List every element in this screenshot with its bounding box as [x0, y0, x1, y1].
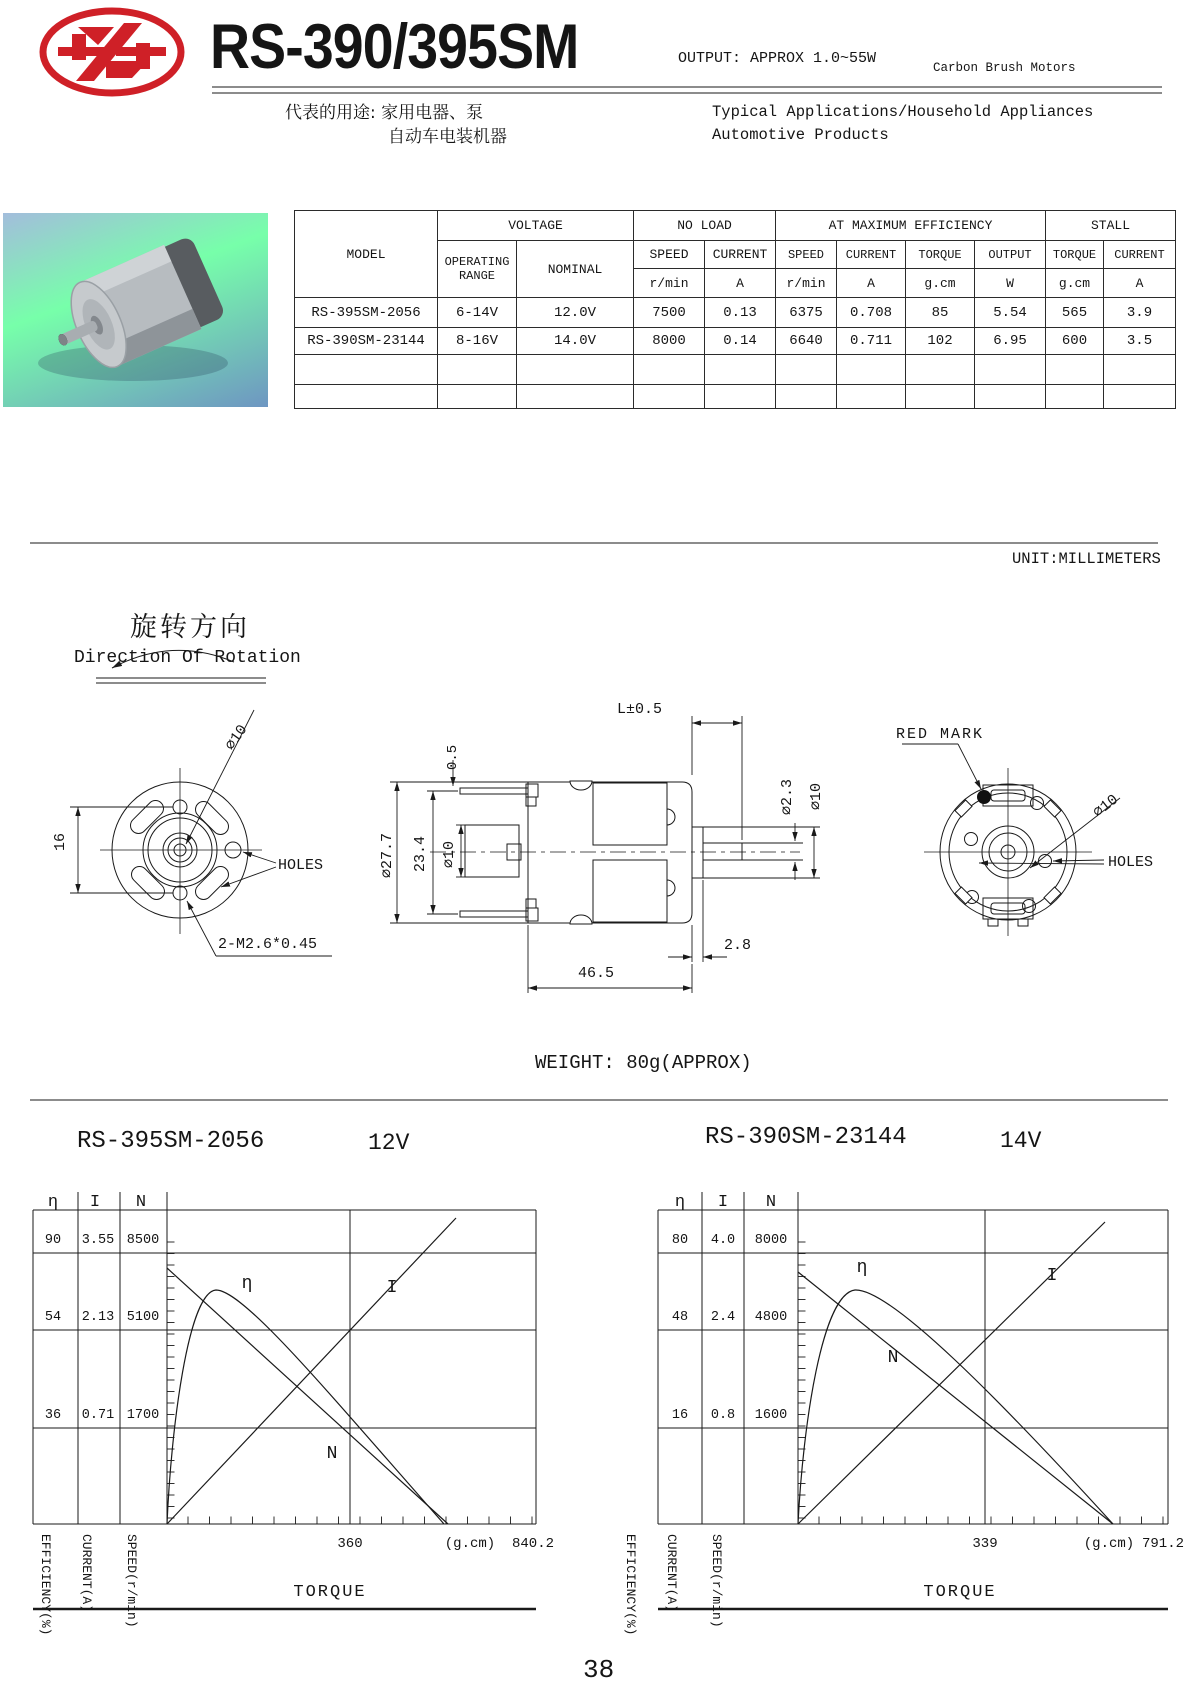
cell-st-torque: 565 [1046, 298, 1104, 328]
cell-nl-current: 0.14 [705, 328, 776, 355]
dim-cap-boss-dia-label: ⌀10 [441, 840, 458, 868]
x-mid-label: 360 [337, 1536, 363, 1552]
scale-value: 5100 [126, 1310, 160, 1325]
scale-value: 3.55 [81, 1233, 115, 1248]
rotation-title-en: Direction Of Rotation [74, 648, 301, 668]
x-axis-title: TORQUE [923, 1583, 997, 1602]
header-rule [212, 87, 1162, 93]
cell-model: RS-390SM-23144 [295, 328, 438, 355]
x-mid-label: 339 [972, 1536, 998, 1552]
x-max-label: 840.2 [511, 1536, 555, 1552]
red-mark-dot [977, 790, 991, 804]
scale-value: 8500 [126, 1233, 160, 1248]
col-speed: SPEED [634, 241, 705, 269]
dim-body-len-label: 46.5 [578, 965, 615, 982]
side-view-drawing [390, 716, 820, 993]
chart2-col-header: N [765, 1193, 777, 1212]
scale-value: 0.71 [81, 1408, 115, 1423]
unit-current: A [837, 269, 906, 298]
chart1-model-title: RS-395SM-2056 [77, 1128, 265, 1155]
unit-current: A [705, 269, 776, 298]
front-view-drawing [70, 710, 332, 956]
unit-speed: r/min [776, 269, 837, 298]
dim-shaft-dia-label: ⌀2.3 [779, 778, 796, 815]
scale-value: 1600 [754, 1408, 788, 1423]
chart2-model-title: RS-390SM-23144 [705, 1124, 907, 1151]
scale-value: 2.4 [710, 1310, 736, 1325]
front-screw-thread-label: 2-M2.6*0.45 [218, 936, 318, 953]
applications-cn-line1: 代表的用途: 家用电器、泵 [285, 103, 484, 123]
scale-value: 80 [671, 1233, 689, 1248]
front-holes-label: HOLES [278, 857, 324, 874]
curve-label-current: I [1046, 1266, 1058, 1286]
cell-operating-range: 8-16V [438, 328, 517, 355]
unit-current: A [1104, 269, 1176, 298]
chart2-col-header: η [674, 1193, 686, 1212]
cell-st-torque: 600 [1046, 328, 1104, 355]
rear-holes-label: HOLES [1108, 854, 1154, 871]
scale-value: 48 [671, 1310, 689, 1325]
rotation-title-cn: 旋转方向 [130, 612, 250, 643]
weight-note: WEIGHT: 80g(APPROX) [535, 1052, 752, 1074]
chart1-col-header: I [89, 1193, 101, 1212]
cell-me-speed: 6375 [776, 298, 837, 328]
cell-nominal: 14.0V [517, 328, 634, 355]
x-unit-label: (g.cm) [444, 1536, 496, 1552]
cell-me-torque: 85 [906, 298, 975, 328]
chart1-col-header: η [47, 1193, 59, 1212]
col-current: CURRENT [1104, 241, 1176, 269]
cell-nominal: 12.0V [517, 298, 634, 328]
unit-speed: r/min [634, 269, 705, 298]
y-axis-label: SPEED(r/min) [124, 1534, 139, 1628]
y-axis-label: EFFICIENCY(%) [38, 1534, 53, 1636]
dim-hole-pitch-label: 16 [52, 832, 69, 851]
applications-cn-line2: 自动车电装机器 [388, 127, 507, 147]
y-axis-label: CURRENT(A) [664, 1534, 679, 1613]
dim-boss-len-label: 2.8 [724, 937, 752, 954]
group-max-efficiency: AT MAXIMUM EFFICIENCY [776, 211, 1046, 241]
unit-torque: g.cm [906, 269, 975, 298]
y-axis-label: SPEED(r/min) [709, 1534, 724, 1628]
scale-value: 1700 [126, 1408, 160, 1423]
scale-value: 8000 [754, 1233, 788, 1248]
scale-value: 4800 [754, 1310, 788, 1325]
unit-torque: g.cm [1046, 269, 1104, 298]
col-output: OUTPUT [975, 241, 1046, 269]
dim-tab-pitch-label: 23.4 [412, 835, 429, 872]
unit-note: UNIT:MILLIMETERS [1012, 550, 1161, 568]
y-axis-label: CURRENT(A) [79, 1534, 94, 1613]
category-label: Carbon Brush Motors [933, 61, 1076, 75]
scale-value: 54 [44, 1310, 62, 1325]
page-number: 38 [583, 1655, 615, 1685]
unit-output: W [975, 269, 1046, 298]
chart2-text [623, 1193, 1184, 1635]
cell-me-current: 0.711 [837, 328, 906, 355]
dim-shaft-len-label: L±0.5 [617, 701, 663, 718]
scale-value: 0.8 [710, 1408, 736, 1423]
col-operating-range: OPERATING RANGE [438, 241, 517, 298]
cell-st-current: 3.9 [1104, 298, 1176, 328]
cell-me-torque: 102 [906, 328, 975, 355]
cell-me-output: 6.95 [975, 328, 1046, 355]
group-stall: STALL [1046, 211, 1176, 241]
scale-value: 16 [671, 1408, 689, 1423]
output-note: OUTPUT: APPROX 1.0~55W [678, 50, 877, 67]
x-max-label: 791.2 [1141, 1536, 1185, 1552]
dim-rear-bearing-dia-label: ⌀10 [1090, 791, 1122, 822]
cell-st-current: 3.5 [1104, 328, 1176, 355]
curve-label-speed: N [887, 1348, 899, 1368]
col-model: MODEL [295, 211, 438, 298]
cell-me-output: 5.54 [975, 298, 1046, 328]
col-current: CURRENT [837, 241, 906, 269]
group-voltage: VOLTAGE [438, 211, 634, 241]
curve-label-eta: η [241, 1274, 253, 1294]
cell-model: RS-395SM-2056 [295, 298, 438, 328]
red-mark-label: RED MARK [896, 726, 985, 743]
cell-me-current: 0.708 [837, 298, 906, 328]
chart1-text [38, 1193, 554, 1635]
col-nominal: NOMINAL [517, 241, 634, 298]
dim-tab-offset-label: 0.5 [445, 744, 461, 770]
rear-view-drawing [902, 744, 1120, 936]
curve-label-eta: η [856, 1258, 868, 1278]
rotation-direction-arrow [96, 650, 266, 683]
chart2-curves [798, 1222, 1113, 1524]
x-unit-label: (g.cm) [1083, 1536, 1135, 1552]
cell-operating-range: 6-14V [438, 298, 517, 328]
chart1-col-header: N [135, 1193, 147, 1212]
chart2-voltage: 14V [1000, 1128, 1042, 1154]
dim-body-dia-label: ⌀27.7 [379, 832, 396, 878]
cell-nl-speed: 8000 [634, 328, 705, 355]
chart1-curves [167, 1218, 456, 1524]
y-axis-label: EFFICIENCY(%) [623, 1534, 638, 1636]
group-no-load: NO LOAD [634, 211, 776, 241]
cell-nl-current: 0.13 [705, 298, 776, 328]
applications-en-line1: Typical Applications/Household Appliances [712, 103, 1094, 121]
curve-label-current: I [386, 1278, 398, 1298]
chart1-voltage: 12V [368, 1130, 410, 1156]
applications-en-line2: Automotive Products [712, 126, 889, 144]
col-current: CURRENT [705, 241, 776, 269]
scale-value: 4.0 [710, 1233, 736, 1248]
cell-me-speed: 6640 [776, 328, 837, 355]
col-torque: TORQUE [906, 241, 975, 269]
chart2-col-header: I [717, 1193, 729, 1212]
scale-value: 90 [44, 1233, 62, 1248]
scale-value: 2.13 [81, 1310, 115, 1325]
x-axis-title: TORQUE [293, 1583, 367, 1602]
dim-front-boss-dia-label: ⌀10 [222, 721, 252, 754]
cell-nl-speed: 7500 [634, 298, 705, 328]
col-speed: SPEED [776, 241, 837, 269]
curve-label-speed: N [326, 1444, 338, 1464]
scale-value: 36 [44, 1408, 62, 1423]
col-torque: TORQUE [1046, 241, 1104, 269]
chart2-ticks [798, 1242, 1163, 1524]
dim-bearing-dia-label: ⌀10 [808, 782, 825, 810]
page-title: RS-390/395SM [210, 12, 579, 82]
